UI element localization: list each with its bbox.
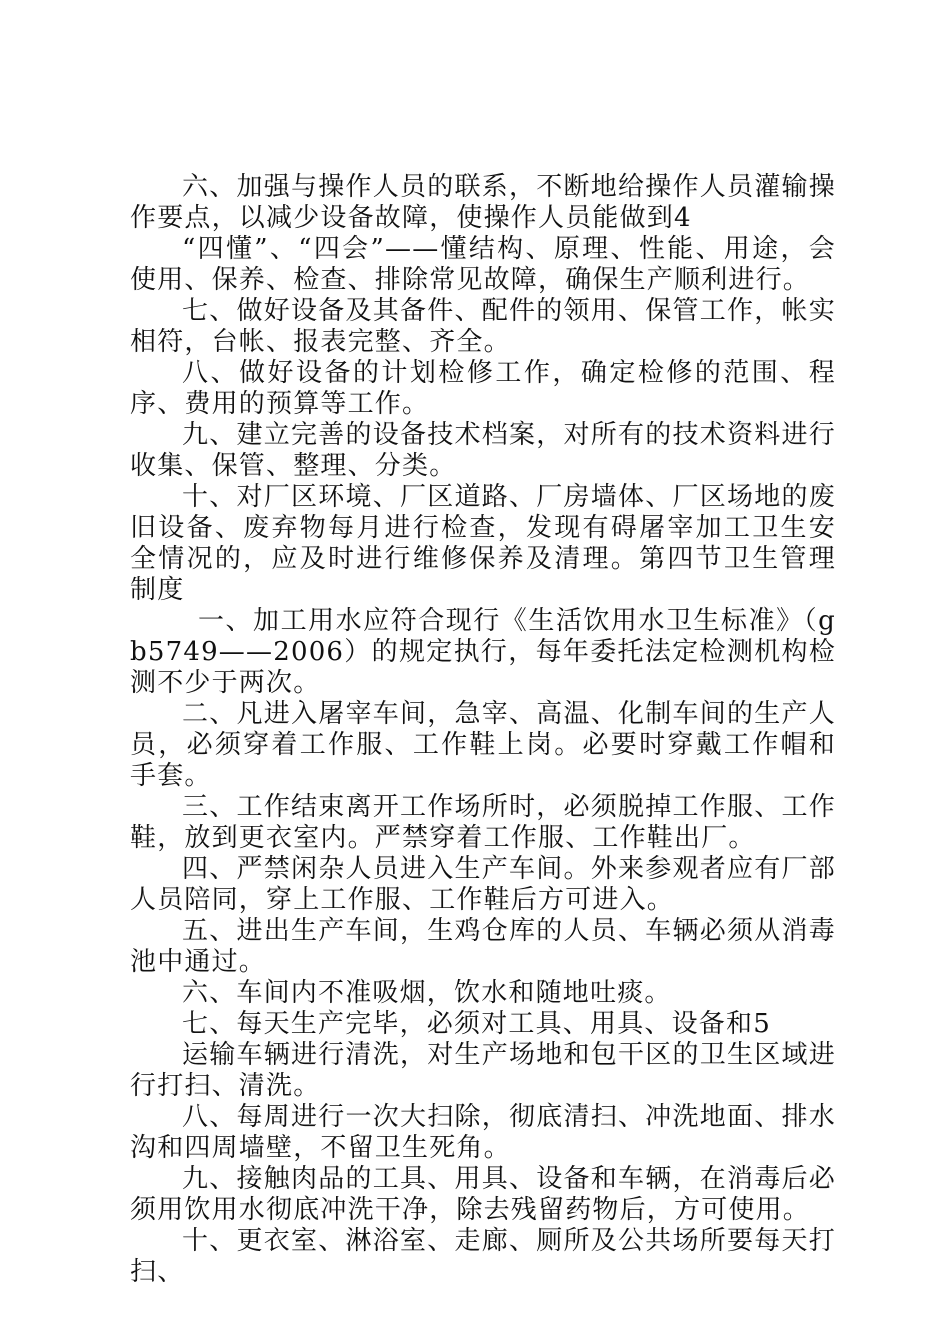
paragraph-6-operator-liaison: 六、加强与操作人员的联系，不断地给操作人员灌输操作要点，以减少设备故障，使操作人员能做到4 bbox=[130, 172, 836, 233]
paragraph-hygiene-8-weekly-cleaning: 八、每周进行一次大扫除，彻底清扫、冲洗地面、排水沟和四周墙壁，不留卫生死角。 bbox=[130, 1102, 836, 1163]
paragraph-hygiene-5-disinfection-pool: 五、进出生产车间，生鸡仓库的人员、车辆必须从消毒池中通过。 bbox=[130, 916, 836, 977]
paragraph-8-maintenance-plan: 八、做好设备的计划检修工作，确定检修的范围、程序、费用的预算等工作。 bbox=[130, 358, 836, 419]
paragraph-hygiene-7-continued: 运输车辆进行清洗，对生产场地和包干区的卫生区域进行打扫、清洗。 bbox=[130, 1040, 836, 1101]
paragraph-hygiene-3-changing: 三、工作结束离开工作场所时，必须脱掉工作服、工作鞋，放到更衣室内。严禁穿着工作服、工作鞋出厂。 bbox=[130, 792, 836, 853]
document-body bbox=[130, 172, 836, 1288]
paragraph-10-plant-inspection: 十、对厂区环境、厂区道路、厂房墙体、厂区场地的废旧设备、废弃物每月进行检查，发现有碍屠宰加工卫生安全情况的，应及时进行维修保养及清理。第四节卫生管理制度 bbox=[130, 482, 836, 605]
paragraph-hygiene-4-visitors: 四、严禁闲杂人员进入生产车间。外来参观者应有厂部人员陪同，穿上工作服、工作鞋后方可进入。 bbox=[130, 854, 836, 915]
paragraph-hygiene-10-public-areas: 十、更衣室、淋浴室、走廊、厕所及公共场所要每天打扫、 bbox=[130, 1226, 836, 1287]
paragraph-9-technical-archive: 九、建立完善的设备技术档案，对所有的技术资料进行收集、保管、整理、分类。 bbox=[130, 420, 836, 481]
paragraph-hygiene-9-tool-rinse: 九、接触肉品的工具、用具、设备和车辆，在消毒后必须用饮用水彻底冲洗干净，除去残留药物后，方可使用。 bbox=[130, 1164, 836, 1225]
paragraph-hygiene-2-workwear: 二、凡进入屠宰车间，急宰、高温、化制车间的生产人员，必须穿着工作服、工作鞋上岗。必要时穿戴工作帽和手套。 bbox=[130, 699, 836, 791]
paragraph-hygiene-1-water: 一、加工用水应符合现行《生活饮用水卫生标准》（gb5749——2006）的规定执行，每年委托法定检测机构检测不少于两次。 bbox=[130, 606, 836, 698]
paragraph-7-spare-parts: 七、做好设备及其备件、配件的领用、保管工作，帐实相符，台帐、报表完整、齐全。 bbox=[130, 296, 836, 357]
paragraph-hygiene-6-no-smoking: 六、车间内不准吸烟，饮水和随地吐痰。 bbox=[182, 978, 672, 1008]
paragraph-four-understand-four-can: “四懂”、“四会”——懂结构、原理、性能、用途，会使用、保养、检查、排除常见故障，确保生产顺利进行。 bbox=[130, 234, 836, 295]
paragraph-hygiene-7-daily-cleaning: 七、每天生产完毕，必须对工具、用具、设备和5 bbox=[182, 1009, 771, 1039]
